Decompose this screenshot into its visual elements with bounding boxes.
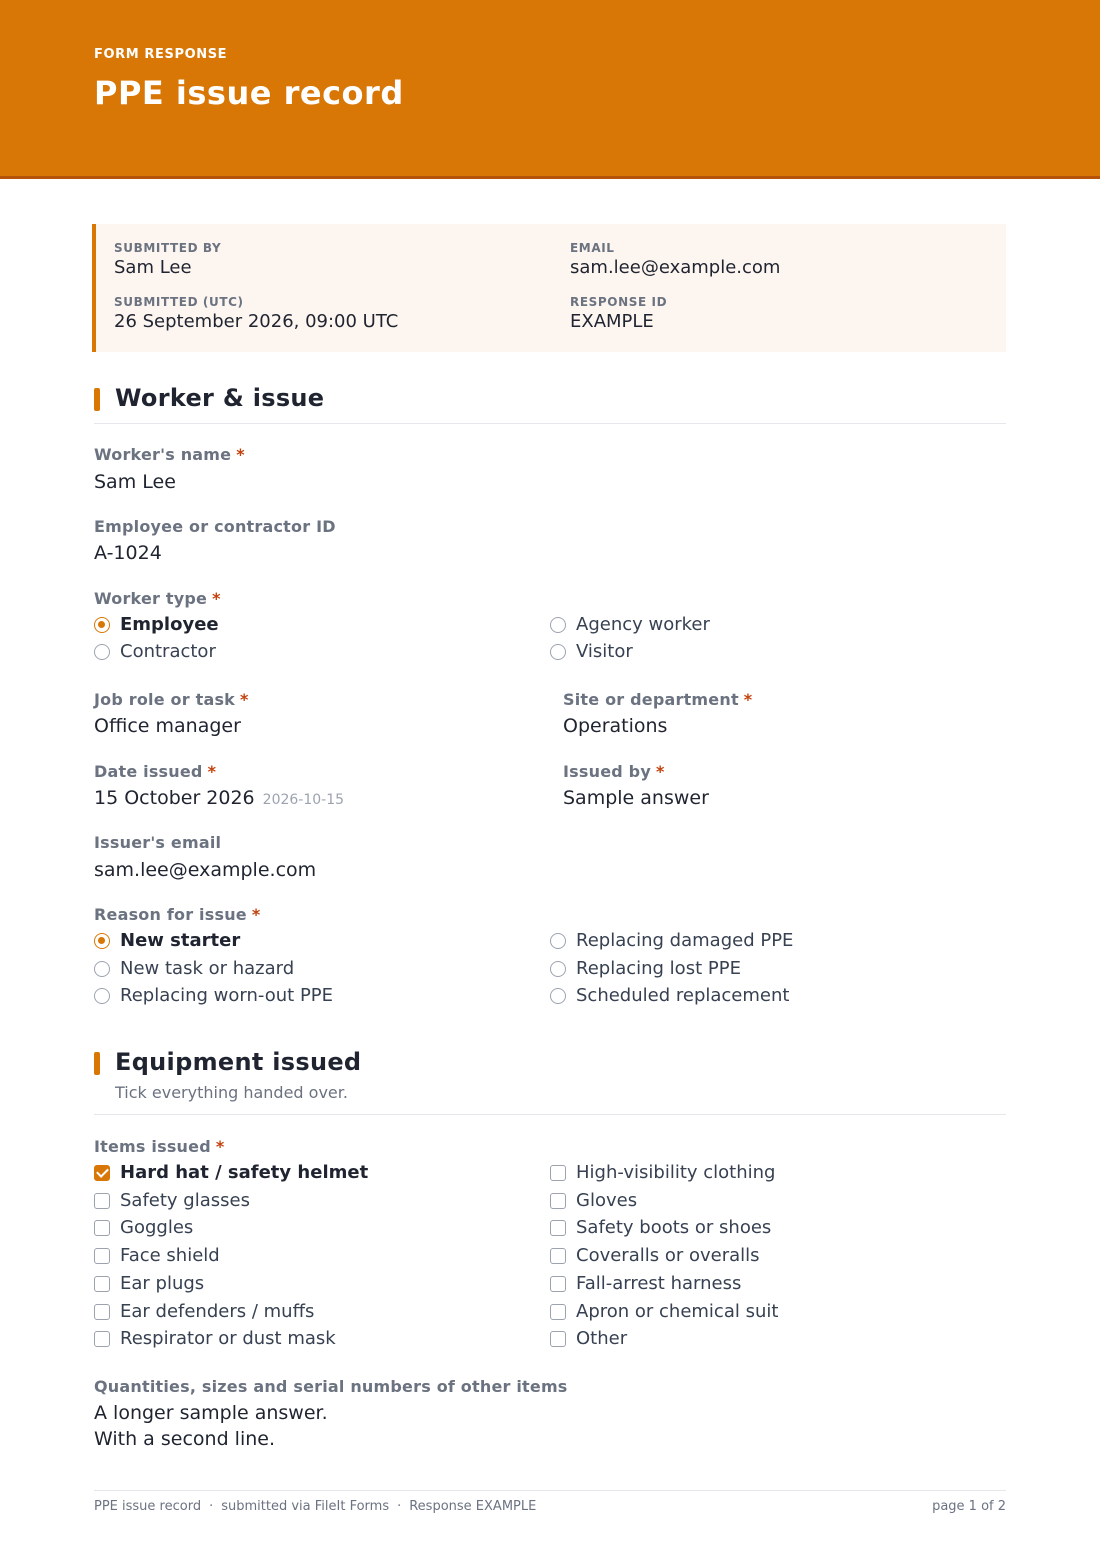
checkbox-empty-icon[interactable] (94, 1304, 110, 1320)
option-label: Contractor (120, 641, 216, 662)
date-issued-value (94, 787, 344, 809)
site-value: Operations (563, 715, 668, 737)
required-marker: * (215, 1137, 225, 1156)
footer-left (94, 1499, 536, 1514)
option-label: Visitor (576, 641, 633, 662)
checkbox-empty-icon[interactable] (550, 1220, 566, 1236)
email-label: EMAIL (570, 241, 615, 255)
checkbox-empty-icon[interactable] (94, 1331, 110, 1347)
quantities-line-1: A longer sample answer. (94, 1402, 328, 1424)
option-label: Safety glasses (120, 1189, 250, 1211)
radio-empty-icon[interactable] (550, 644, 566, 660)
option-label: Ear plugs (120, 1272, 205, 1294)
submitted-by-label: SUBMITTED BY (114, 241, 222, 255)
label-text: Date issued (94, 762, 203, 781)
required-marker: * (212, 589, 221, 608)
required-marker: * (251, 905, 261, 924)
radio-empty-icon[interactable] (550, 933, 566, 949)
checkbox-empty-icon[interactable] (550, 1304, 566, 1320)
checkbox-empty-icon[interactable] (550, 1193, 566, 1209)
employee-id-label: Employee or contractor ID (94, 517, 336, 536)
date-issued-label (94, 762, 216, 781)
section-worker-issue (94, 386, 1006, 424)
option-label: Employee (120, 614, 219, 635)
label-text: Issued by (563, 762, 651, 781)
issuer-email-value: sam.lee@example.com (94, 859, 317, 881)
submitted-by (114, 241, 221, 278)
checkbox-empty-icon[interactable] (550, 1165, 566, 1181)
radio-empty-icon[interactable] (94, 644, 110, 660)
response-id-value: EXAMPLE (570, 311, 654, 332)
page-number: page 1 of 2 (932, 1499, 1006, 1514)
checkbox-empty-icon[interactable] (550, 1331, 566, 1347)
response-id (570, 295, 667, 332)
date-issued-iso: 2026-10-15 (262, 792, 345, 808)
issued-by-label (563, 762, 665, 781)
form-title: PPE issue record (94, 74, 404, 112)
option-label: Respirator or dust mask (120, 1328, 336, 1350)
required-marker: * (240, 690, 249, 709)
option-label: New starter (120, 930, 241, 951)
label-text: Site or department (563, 690, 739, 709)
radio-selected-icon[interactable] (94, 617, 110, 633)
section-title: Equipment issued (115, 1048, 362, 1076)
option-label: Face shield (120, 1245, 220, 1267)
checkbox-empty-icon[interactable] (550, 1248, 566, 1264)
option-label: Fall-arrest harness (576, 1272, 742, 1294)
section-equipment-issued (94, 1050, 1006, 1115)
option-label: Goggles (120, 1217, 194, 1239)
footer-form-name: PPE issue record (94, 1499, 202, 1514)
separator-dot: · (209, 1499, 214, 1514)
form-kicker: FORM RESPONSE (94, 47, 228, 62)
option-label: Ear defenders / muffs (120, 1300, 315, 1322)
required-marker: * (236, 445, 245, 464)
employee-id-value: A-1024 (94, 542, 162, 564)
option-label: Other (576, 1328, 628, 1350)
required-marker: * (655, 762, 665, 781)
label-text: Job role or task (94, 690, 236, 709)
radio-empty-icon[interactable] (550, 617, 566, 633)
separator-dot: · (397, 1499, 402, 1514)
label-text: Items issued (94, 1137, 211, 1156)
radio-empty-icon[interactable] (550, 988, 566, 1004)
worker-name-label (94, 445, 245, 464)
submitted-by-value: Sam Lee (114, 257, 192, 278)
date-issued-text: 15 October 2026 (94, 787, 255, 809)
issuer-email-label: Issuer's email (94, 833, 222, 852)
option-label: Agency worker (576, 614, 710, 635)
radio-empty-icon[interactable] (550, 961, 566, 977)
page-footer (94, 1490, 1006, 1514)
option-label: Replacing worn-out PPE (120, 985, 334, 1006)
option-label: Apron or chemical suit (576, 1300, 779, 1322)
option-label: High-visibility clothing (576, 1162, 776, 1183)
option-label: Replacing lost PPE (576, 957, 741, 979)
radio-selected-icon[interactable] (94, 933, 110, 949)
radio-empty-icon[interactable] (94, 961, 110, 977)
option-label: Hard hat / safety helmet (120, 1162, 369, 1183)
option-label: Scheduled replacement (576, 985, 790, 1006)
option-label: Replacing damaged PPE (576, 930, 794, 951)
label-text: Worker's name (94, 445, 232, 464)
submitted-utc (114, 295, 398, 332)
submitted-utc-label: SUBMITTED (UTC) (114, 295, 244, 309)
checkbox-empty-icon[interactable] (94, 1220, 110, 1236)
option-label: Gloves (576, 1189, 638, 1211)
label-text: Worker type (94, 589, 208, 608)
worker-name-value: Sam Lee (94, 471, 176, 493)
quantities-label: Quantities, sizes and serial numbers of other items (94, 1377, 568, 1396)
email (570, 241, 780, 278)
email-value: sam.lee@example.com (570, 257, 781, 278)
submission-meta (92, 224, 1006, 352)
option-label: Coveralls or overalls (576, 1245, 760, 1267)
footer-response: Response EXAMPLE (409, 1499, 537, 1514)
footer-via: submitted via FileIt Forms (221, 1499, 390, 1514)
site-label (563, 690, 752, 709)
worker-type-label (94, 589, 221, 608)
job-role-value: Office manager (94, 715, 241, 737)
checkbox-empty-icon[interactable] (94, 1193, 110, 1209)
option-label: Safety boots or shoes (576, 1217, 772, 1239)
checkbox-empty-icon[interactable] (94, 1276, 110, 1292)
checkbox-empty-icon[interactable] (550, 1276, 566, 1292)
section-description: Tick everything handed over. (115, 1083, 348, 1102)
job-role-label (94, 690, 249, 709)
form-header (0, 0, 1100, 179)
issued-by-value: Sample answer (563, 787, 709, 809)
section-title: Worker & issue (115, 384, 325, 412)
checkbox-empty-icon[interactable] (94, 1248, 110, 1264)
section-accent-bar (94, 1052, 100, 1075)
submitted-utc-value: 26 September 2026, 09:00 UTC (114, 311, 399, 332)
required-marker: * (743, 690, 753, 709)
option-label: New task or hazard (120, 957, 295, 979)
checkbox-checked-icon[interactable] (94, 1165, 110, 1181)
items-issued-label (94, 1137, 224, 1156)
section-accent-bar (94, 388, 100, 411)
required-marker: * (207, 762, 217, 781)
response-id-label: RESPONSE ID (570, 295, 668, 309)
radio-empty-icon[interactable] (94, 988, 110, 1004)
quantities-line-2: With a second line. (94, 1428, 275, 1450)
label-text: Reason for issue (94, 905, 247, 924)
reason-label (94, 905, 260, 924)
